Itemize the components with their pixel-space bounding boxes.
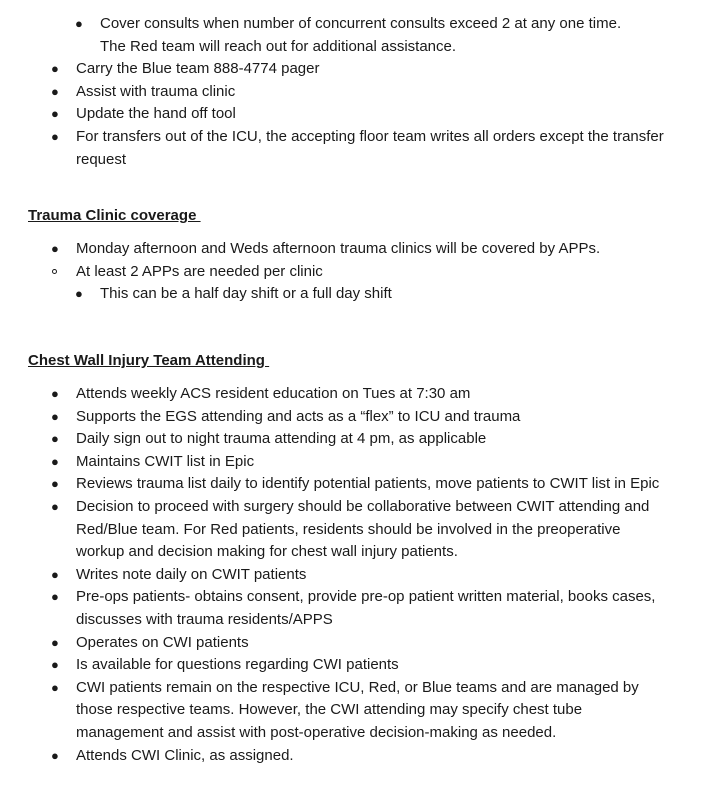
section-heading-chest-wall-injury-team: Chest Wall Injury Team Attending xyxy=(28,352,270,369)
list-item xyxy=(0,632,705,655)
list-item-text: CWI patients remain on the respective ICU, Red, or Blue teams and are managed by those respective teams. However, the CWI attending may specify chest tube management and assist with post-operative decision-making as needed. xyxy=(76,678,639,741)
list-item-text: Assist with trauma clinic xyxy=(76,82,236,100)
list-item-text: Writes note daily on CWIT patients xyxy=(76,565,307,583)
list-item xyxy=(0,406,705,429)
list-item-text: At least 2 APPs are needed per clinic xyxy=(76,262,323,280)
list-item xyxy=(0,473,705,496)
list-item xyxy=(0,103,705,126)
list-item-text: Cover consults when number of concurrent consults exceed 2 at any one time. The Red team will reach out for additional assistance. xyxy=(100,15,622,55)
list-item xyxy=(0,13,705,58)
list-item xyxy=(0,745,705,768)
list-item-text: Pre-ops patients- obtains consent, provide pre-op patient written material, books cases, discusses with trauma residents/APPS xyxy=(76,588,656,628)
top-bullet-list xyxy=(0,13,705,171)
list-item xyxy=(0,677,705,745)
list-item-text: Decision to proceed with surgery should be collaborative between CWIT attending and Red/Blue team. For Red patients, residents should be involved in the preoperative workup and decision making for chest wall injury patients. xyxy=(76,497,650,561)
list-item-text: Monday afternoon and Weds afternoon trauma clinics will be covered by APPs. xyxy=(76,240,601,257)
bullet-icon: ● xyxy=(51,241,59,256)
bullet-icon: ● xyxy=(75,286,83,302)
bullet-icon: ● xyxy=(75,16,83,31)
list-item-text: Attends weekly ACS resident education on Tues at 7:30 am xyxy=(76,385,471,402)
bullet-icon: ● xyxy=(51,61,59,77)
section-heading-trauma-clinic: Trauma Clinic coverage xyxy=(28,207,201,224)
bullet-icon: ● xyxy=(51,128,59,144)
bullet-icon: ● xyxy=(51,106,59,122)
bullet-icon: ● xyxy=(51,453,59,469)
list-item-text: Daily sign out to night trauma attending at 4 pm, as applicable xyxy=(76,430,487,448)
list-item-text: Reviews trauma list daily to identify potential patients, move patients to CWIT list in Epic xyxy=(76,475,660,493)
list-item-text: Maintains CWIT list in Epic xyxy=(76,452,255,470)
bullet-icon: ● xyxy=(51,386,59,401)
bullet-icon: ● xyxy=(51,634,59,650)
list-item-text: Is available for questions regarding CWI patients xyxy=(76,656,399,674)
list-item xyxy=(0,654,705,677)
list-item xyxy=(0,496,705,564)
bullet-icon: ● xyxy=(51,476,59,492)
list-item xyxy=(0,451,705,474)
list-item-text: Supports the EGS attending and acts as a “flex” to ICU and trauma xyxy=(76,407,521,425)
list-item-text: Attends CWI Clinic, as assigned. xyxy=(76,746,294,764)
list-item-text: Update the hand off tool xyxy=(76,105,236,123)
list-item xyxy=(0,564,705,587)
list-item-text: Carry the Blue team 888-4774 pager xyxy=(76,60,320,78)
list-item xyxy=(0,261,705,284)
list-item xyxy=(0,283,705,306)
bullet-icon: ● xyxy=(51,747,59,763)
bullet-icon: ● xyxy=(51,566,59,582)
list-item-text: This can be a half day shift or a full day shift xyxy=(100,285,392,303)
bullet-icon: ● xyxy=(51,431,59,447)
list-item xyxy=(0,81,705,104)
bullet-icon: ● xyxy=(51,498,59,514)
list-item-text: Operates on CWI patients xyxy=(76,633,249,651)
bullet-icon: ● xyxy=(51,679,59,695)
cwit-list xyxy=(0,383,705,767)
list-item xyxy=(0,58,705,81)
list-item xyxy=(0,126,705,171)
bullet-icon: ● xyxy=(51,408,59,424)
bullet-icon: ● xyxy=(51,657,59,673)
list-item xyxy=(0,238,705,261)
trauma-clinic-list xyxy=(0,238,705,306)
list-item xyxy=(0,383,705,406)
bullet-icon: ● xyxy=(51,589,59,605)
list-item-text: For transfers out of the ICU, the accepting floor team writes all orders except the transfer request xyxy=(76,127,664,168)
bullet-icon: ● xyxy=(51,83,59,99)
list-item xyxy=(0,586,705,631)
hollow-circle-bullet-icon xyxy=(52,269,57,274)
list-item xyxy=(0,428,705,451)
